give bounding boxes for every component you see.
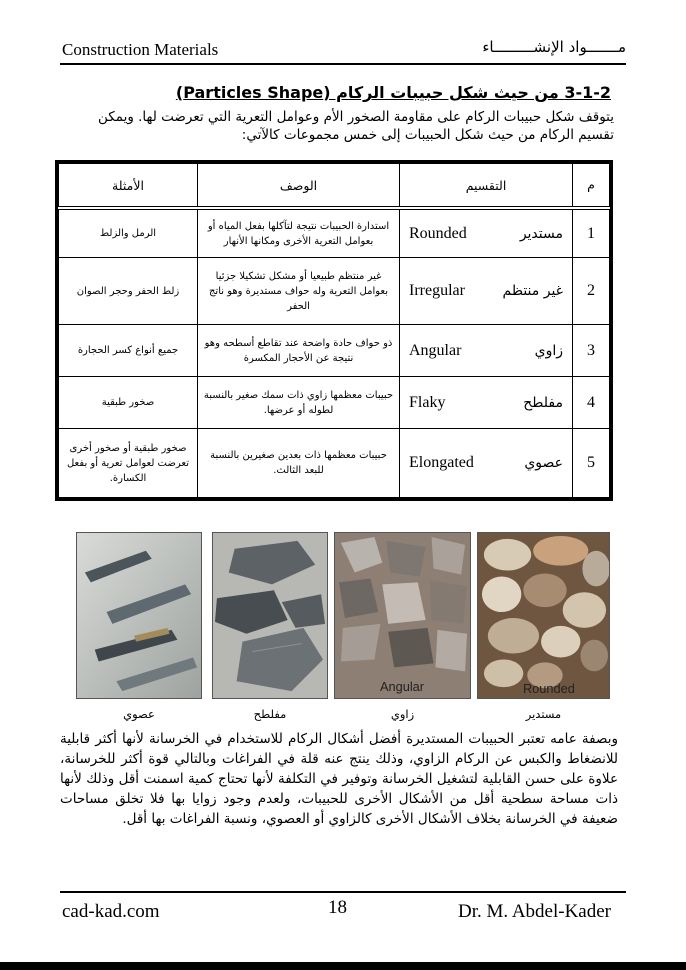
row-examples: الرمل والزلط	[59, 208, 198, 258]
caption-elongated: عصوي	[123, 707, 155, 721]
class-en: Flaky	[409, 393, 446, 411]
class-en: Irregular	[409, 282, 465, 300]
photo-flaky	[212, 532, 328, 699]
header-classification: التقسيم	[400, 164, 573, 209]
header-divider	[60, 63, 626, 65]
header-num: م	[573, 164, 610, 209]
footer-author: Dr. M. Abdel-Kader	[457, 901, 611, 922]
header-left-title: Construction Materials	[62, 40, 219, 59]
table-header-row	[59, 164, 610, 209]
row-examples: صخور طبقية	[59, 377, 198, 429]
photo-angular	[334, 532, 471, 699]
header-examples: الأمثلة	[59, 164, 198, 209]
header-right-title: مـــــــواد الإنشـــــــــاء	[482, 38, 626, 56]
section-title: 3-1-2 من حيث شكل حبيبات الركام (Particles Shape)	[175, 83, 611, 102]
caption-flaky: مفلطح	[253, 707, 287, 721]
row-classification	[400, 325, 573, 377]
footer-divider	[60, 891, 626, 893]
row-num: 3	[573, 325, 610, 377]
shape-table	[55, 160, 613, 501]
row-description: ذو حواف حادة واضحة عند تقاطع أسطحه وهو نتيجة عن الأحجار المكسرة	[198, 325, 400, 377]
class-ar: زاوي	[534, 342, 563, 359]
photo-rounded	[477, 532, 610, 699]
row-num: 1	[573, 208, 610, 258]
bottom-edge-bar	[0, 962, 686, 970]
class-en: Elongated	[409, 454, 474, 472]
class-ar: مستدير	[519, 225, 563, 242]
photo-label-rounded: Rounded	[522, 681, 575, 697]
table-row	[59, 377, 610, 429]
row-examples: زلط الحفر وحجر الصوان	[59, 258, 198, 325]
row-num: 4	[573, 377, 610, 429]
page-number: 18	[328, 897, 347, 918]
row-num: 2	[573, 258, 610, 325]
table-row	[59, 429, 610, 498]
intro-paragraph: يتوقف شكل حبيبات الركام على مقاومة الصخور الأم وعوامل التعرية التي تعرضت لها. ويمكن تقسيم الركام من حيث شكل الحبيبات إلى خمس مجموعات كالآتي:	[98, 109, 614, 143]
body-paragraph: وبصفة عامه تعتبر الحبيبات المستديرة أفضل أشكال الركام للاستخدام في الخرسانة لأنها أكثر قابلية للانضغاط والكبس عن الركام الزاوي، وذلك ينتج عنه قلة في الفراغات وبالتالي قوة أكثر للخرسانة، علاوة على حسن القابلية لتشغيل الخرسانة وتوفير في التكلفة لأنها تحتاج كمية اسمنت أقل وذلك لأنها ذات مساحة سطحية أقل من الأشكال الأخرى للحبيبات، ولعدم وجود زوايا بها فلا تخلق مساحات ضعيفة في الخرسانة بخلاف الأشكال الأخرى كالزاوي أو العصوي، ونسبة الفراغات بها أقل.	[60, 731, 618, 827]
class-ar: غير منتظم	[502, 283, 563, 300]
caption-angular: زاوي	[390, 707, 415, 721]
row-classification	[400, 208, 573, 258]
row-examples: صخور طبقية أو صخور أخرى تعرضت لعوامل تعرية أو بفعل الكسارة.	[59, 429, 198, 498]
table-row	[59, 208, 610, 258]
row-classification	[400, 429, 573, 498]
footer-website: cad-kad.com	[62, 901, 160, 922]
class-ar: عصوي	[524, 455, 563, 472]
row-classification	[400, 377, 573, 429]
row-description: حبيبات معظمها زاوي ذات سمك صغير بالنسبة لطوله أو عرضها.	[198, 377, 400, 429]
class-ar: مفلطح	[523, 394, 563, 411]
class-en: Angular	[409, 341, 462, 359]
row-classification	[400, 258, 573, 325]
table-row	[59, 325, 610, 377]
table-row	[59, 258, 610, 325]
row-description: حبيبات معظمها ذات بعدين صغيرين بالنسبة للبعد الثالث.	[198, 429, 400, 498]
row-examples: جميع أنواع كسر الحجارة	[59, 325, 198, 377]
photo-elongated	[76, 532, 202, 699]
caption-rounded: مستدير	[525, 707, 562, 721]
header-description: الوصف	[198, 164, 400, 209]
photo-label-angular: Angular	[379, 679, 425, 695]
row-num: 5	[573, 429, 610, 498]
row-description: استدارة الحبيبات نتيجة لتآكلها بفعل المياه أو بعوامل التعرية الأخرى ومكانها الأنهار	[198, 208, 400, 258]
class-en: Rounded	[409, 224, 467, 242]
shape-table-grid	[58, 163, 610, 498]
row-description: غير منتظم طبيعيا أو مشكل تشكيلا جزئيا بعوامل التعرية وله حواف مستديرة وهو ناتج الحفر	[198, 258, 400, 325]
